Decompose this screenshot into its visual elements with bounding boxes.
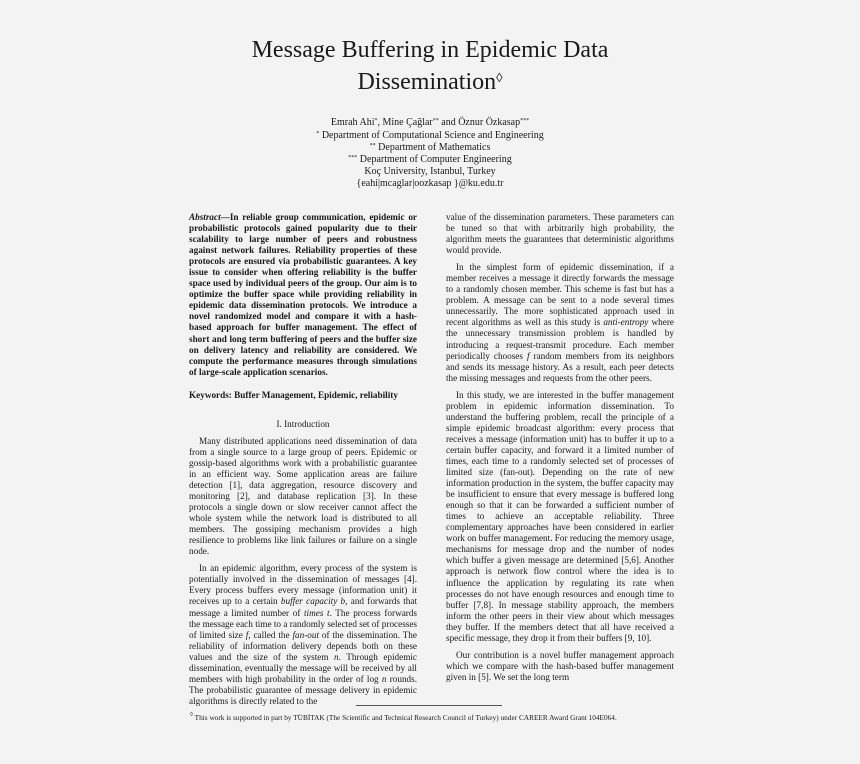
right-paragraph-1: value of the dissemination parameters. These parameters can be tuned so that with arbitrarily high probability, the algorithm meets the guarantees that deterministic algorithms would provide. xyxy=(446,212,674,256)
university: Koç University, Istanbul, Turkey xyxy=(364,166,496,177)
title-line-2: Dissemination◊ xyxy=(357,69,503,95)
footnote-divider xyxy=(356,705,502,706)
title-line-1: Message Buffering in Epidemic Data xyxy=(251,37,609,63)
author-names: Emrah Ahi*, Mine Çağlar** and Öznur Özkasap*** xyxy=(330,117,530,128)
paper-title xyxy=(180,34,680,98)
affiliation-3: *** Department of Computer Engineering xyxy=(348,154,512,165)
right-column xyxy=(446,212,674,683)
abstract: Abstract—In reliable group communication, epidemic or probabilistic protocols gained popularity due to their scalability to large number of peers and robustness against network failures. Reliability properties of these protocols are ensured via probabilistic guarantees. A key issue to consider when offering reliability is the buffer space used by individual peers of the group. Our aim is to optimize the buffer space while providing reliability in epidemic data dissemination protocols. We introduce a novel randomized model and compare it with a hash-based approach for buffer management. The effect of short and long term buffering of peers and the buffer size on delivery latency and reliability are considered. We compute the performance measures through simulations of large-scale application scenarios. xyxy=(189,212,417,377)
left-column xyxy=(189,212,417,707)
affiliation-2: ** Department of Mathematics xyxy=(369,142,491,153)
footnote: ◊ This work is supported in part by TÜBİTAK (The Scientific and Technical Research Council of Turkey) under CAREER Award Grant 104E064. xyxy=(190,712,617,722)
right-paragraph-4: Our contribution is a novel buffer management approach which we compare with the hash-based buffer management given in [5]. We set the long term xyxy=(446,649,674,682)
abstract-label: Abstract xyxy=(189,212,221,222)
author-block xyxy=(230,117,630,190)
title-footnote-mark: ◊ xyxy=(496,70,503,85)
affiliation-1: * Department of Computational Science and Engineering xyxy=(316,130,544,141)
right-paragraph-3: In this study, we are interested in the buffer management problem in epidemic information dissemination. To understand the buffering problem, recall the principle of a simple epidemic broadcast algorithm: every process that receives a message (information unit) has to buffer it up to a certain buffer capacity, and forward it a limited number of times, each time to a randomly selected set of processes of limited size (fan-out). Depending on the rate of new information production in the system, the buffer capacity may be insufficient to ensure that every message is buffered long enough so that it can be forwarded a sufficient number of times to achieve an acceptable reliability. Three complementary approaches have been considered in earlier work on buffer management. For reducing the memory usage, mechanisms for message drop and the number of nodes which buffer a given message are determined [5,6]. Another approach is network flow control where the idea is to influence the application by regulating its rate when processes do not have enough resources and enough time to buffer [7,8]. In message stability approach, the members inform the other peers in their view about which messages they buffer. If the members detect that all have received a specific message, they drop it from their buffers [9, 10]. xyxy=(446,389,674,643)
author-emails: {eahi|mcaglar|oozkasap }@ku.edu.tr xyxy=(356,178,504,189)
intro-paragraph-1: Many distributed applications need dissemination of data from a single source to a large group of peers. Epidemic or gossip-based algorithms work with a probabilistic guarantee in an efficient way. Some application areas are failure detection [1], data aggregation, resource discovery and monitoring [2], and database replication [3]. In these protocols a single down or slow receiver cannot affect the whole system while the network load is distributed to all members. The gossiping mechanism provides a high resilience to problems like link failures or failure on a single node. xyxy=(189,435,417,557)
section-heading-introduction: I. Introduction xyxy=(276,418,330,429)
keywords: Keywords: Buffer Management, Epidemic, reliability xyxy=(189,389,398,400)
intro-paragraph-2: In an epidemic algorithm, every process of the system is potentially involved in the dissemination of messages [4]. Every process buffers every message (information unit) it receives up to a certain buffer capacity b, and forwards that message a limited number of times t. The process forwards the message each time to a randomly selected set of processes of limited size f, called the fan-out of the dissemination. The reliability of information delivery depends both on these values and the size of the system n. Through epidemic dissemination, eventually the message will be received by all members with high probability in the order of log n rounds. The probabilistic guarantee of message delivery in epidemic algorithms is directly related to the xyxy=(189,563,418,706)
right-paragraph-2: In the simplest form of epidemic dissemination, if a member receives a message it directly forwards the message to a randomly chosen member. This scheme is fast but has a problem. A message can be sent to a node several times unnecessarily. The more sophisticated approach used in recent algorithms as well as this study is anti-entropy where the unnecessary transmission problem is handled by introducing a request-transmit procedure. Each member periodically chooses f random members from its neighbors and sends its message history. As a result, each peer detects the missing messages and requests from the other peers. xyxy=(446,262,674,383)
